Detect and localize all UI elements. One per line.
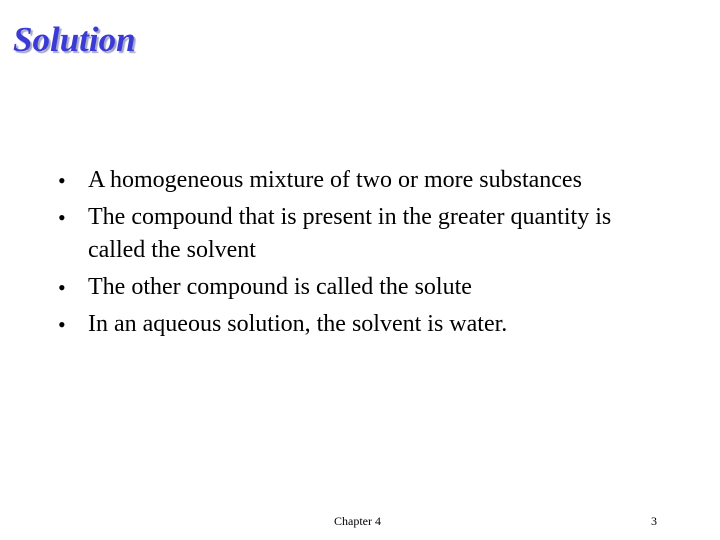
bullet-text: The compound that is present in the greater quantity is called the solvent [88,204,612,263]
bullet-icon: • [58,275,66,300]
bullet-text: The other compound is called the solute [88,274,472,300]
page-number: 3 [651,514,657,528]
bullet-icon: • [58,205,66,230]
bullet-icon: • [58,312,66,337]
footer-chapter: Chapter 4 [334,514,381,528]
bullet-item [56,201,646,267]
slide-title: Solution [13,20,136,59]
bullet-list [56,164,646,345]
bullet-item [56,271,646,304]
bullet-text: A homogeneous mixture of two or more substances [88,167,582,193]
bullet-item [56,164,646,197]
bullet-icon: • [58,168,66,193]
bullet-text: In an aqueous solution, the solvent is water. [88,311,508,337]
bullet-item [56,308,646,341]
